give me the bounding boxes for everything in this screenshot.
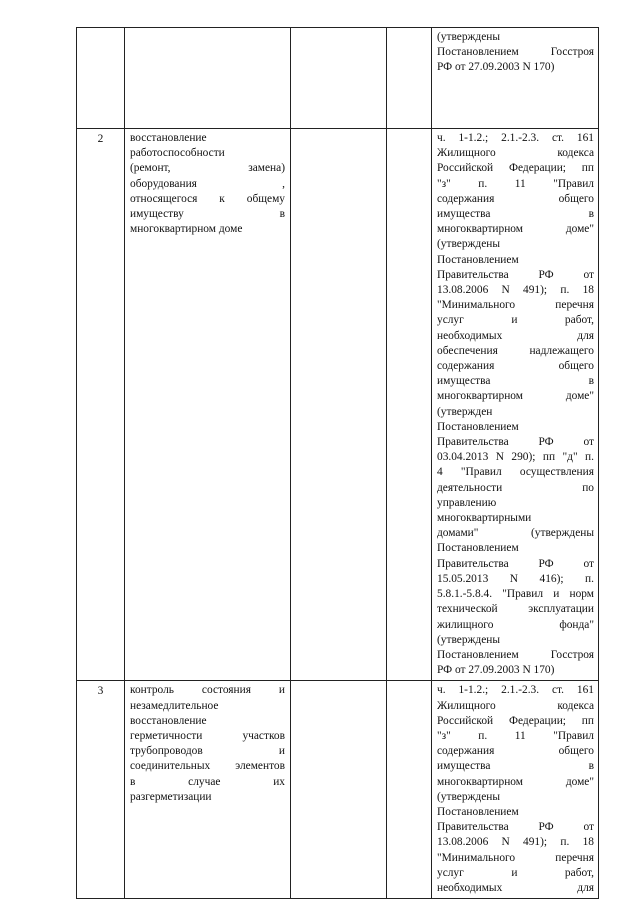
legal-reference-line: содержания общего: [437, 745, 594, 758]
legal-reference-line: Жилищного кодекса: [437, 147, 594, 160]
legal-reference-line: домами" (утверждены: [437, 527, 594, 540]
work-description-line: относящегося к общему: [130, 192, 285, 205]
legal-reference-line: (утверждены: [437, 31, 500, 43]
legal-reference-line: обеспечения надлежащего: [437, 344, 594, 357]
legal-reference-line: многоквартирном доме": [437, 775, 594, 788]
row-number-cell: 3: [77, 681, 125, 899]
legal-reference-line: многоквартирными: [437, 512, 532, 525]
legal-reference-line: Постановлением: [437, 805, 519, 818]
legal-reference-line: имущества в: [437, 375, 594, 388]
work-description-line: в случае их: [130, 775, 285, 788]
legal-reference-cell: [432, 681, 599, 899]
work-description-line: незамедлительное: [130, 699, 219, 712]
legal-reference-line: многоквартирном доме": [437, 390, 594, 403]
legal-reference-line: Российской Федерации; пп: [437, 714, 594, 727]
work-description-line: оборудования ,: [130, 177, 285, 190]
legal-reference-line: "Минимального перечня: [437, 299, 594, 312]
legal-reference-line: (утвержден: [437, 405, 493, 418]
empty-cell: [387, 129, 432, 681]
legal-reference-line: услуг и работ,: [437, 866, 594, 879]
legal-reference-line: РФ от 27.09.2003 N 170): [437, 61, 555, 74]
legal-reference-line: услуг и работ,: [437, 314, 594, 327]
legal-reference-line: Постановлением Госстроя: [437, 648, 594, 661]
work-description-line: работоспособности: [130, 147, 225, 160]
legal-reference-line: Правительства РФ от: [437, 557, 594, 570]
legal-reference-line: Правительства РФ от: [437, 436, 594, 449]
legal-reference-line: (утверждены: [437, 238, 500, 251]
legal-reference-line: технической эксплуатации: [437, 603, 594, 616]
legal-reference-line: ч. 1-1.2.; 2.1.-2.3. ст. 161: [437, 684, 594, 697]
legal-reference-cell: [432, 28, 599, 129]
work-description-line: трубопроводов и: [130, 745, 285, 758]
legal-reference-line: Постановлением: [437, 420, 519, 433]
work-description-line: восстановление: [130, 714, 207, 727]
work-description-line: (ремонт, замена): [130, 162, 285, 175]
work-description-line: восстановление: [130, 132, 207, 144]
legal-reference-line: имущества в: [437, 760, 594, 773]
empty-cell: [387, 681, 432, 899]
work-description-line: многоквартирном доме: [130, 223, 243, 236]
legal-reference-line: "Минимального перечня: [437, 851, 594, 864]
legal-reference-line: (утверждены: [437, 790, 500, 803]
legal-reference-line: 4 "Правил осуществления: [437, 466, 594, 479]
legal-reference-line: многоквартирном доме": [437, 223, 594, 236]
empty-cell: [291, 28, 387, 129]
row-number-cell: 2: [77, 129, 125, 681]
legal-reference-line: Постановлением: [437, 253, 519, 266]
legal-reference-line: РФ от 27.09.2003 N 170): [437, 664, 555, 677]
work-description-cell: [125, 129, 291, 681]
legal-reference-line: жилищного фонда": [437, 618, 594, 631]
work-description-line: герметичности участков: [130, 729, 285, 742]
legal-reference-line: необходимых для: [437, 881, 594, 894]
legal-reference-line: "з" п. 11 "Правил: [437, 729, 594, 742]
work-description-line: контроль состояния и: [130, 684, 285, 697]
work-description-cell: [125, 681, 291, 899]
table-row: [77, 28, 599, 129]
row-number-cell: [77, 28, 125, 129]
table-row: [77, 129, 599, 681]
legal-reference-line: содержания общего: [437, 192, 594, 205]
work-description-line: соединительных элементов: [130, 760, 285, 773]
legal-reference-line: (утверждены: [437, 633, 500, 646]
legal-reference-line: ч. 1-1.2.; 2.1.-2.3. ст. 161: [437, 132, 594, 144]
empty-cell: [291, 129, 387, 681]
legal-reference-line: Российской Федерации; пп: [437, 162, 594, 175]
legal-reference-line: 5.8.1.-5.8.4. "Правил и норм: [437, 588, 594, 601]
empty-cell: [291, 681, 387, 899]
legal-reference-line: "з" п. 11 "Правил: [437, 177, 594, 190]
empty-cell: [387, 28, 432, 129]
legal-reference-line: содержания общего: [437, 360, 594, 373]
legal-reference-line: 03.04.2013 N 290); пп "д" п.: [437, 451, 594, 464]
work-description-line: имуществу в: [130, 208, 285, 221]
work-description-line: разгерметизации: [130, 790, 212, 803]
legal-reference-line: Правительства РФ от: [437, 821, 594, 834]
document-table: [76, 27, 599, 899]
legal-reference-line: Жилищного кодекса: [437, 699, 594, 712]
legal-reference-line: имущества в: [437, 208, 594, 221]
legal-reference-line: Правительства РФ от: [437, 268, 594, 281]
legal-reference-line: 13.08.2006 N 491); п. 18: [437, 284, 594, 297]
legal-reference-line: Постановлением Госстроя: [437, 46, 594, 59]
legal-reference-line: 13.08.2006 N 491); п. 18: [437, 836, 594, 849]
legal-reference-line: управлению: [437, 496, 497, 509]
legal-reference-line: 15.05.2013 N 416); п.: [437, 572, 594, 585]
legal-reference-line: необходимых для: [437, 329, 594, 342]
legal-reference-cell: [432, 129, 599, 681]
work-description-cell: [125, 28, 291, 129]
legal-reference-line: Постановлением: [437, 542, 519, 555]
table-row: [77, 681, 599, 899]
legal-reference-line: деятельности по: [437, 481, 594, 494]
